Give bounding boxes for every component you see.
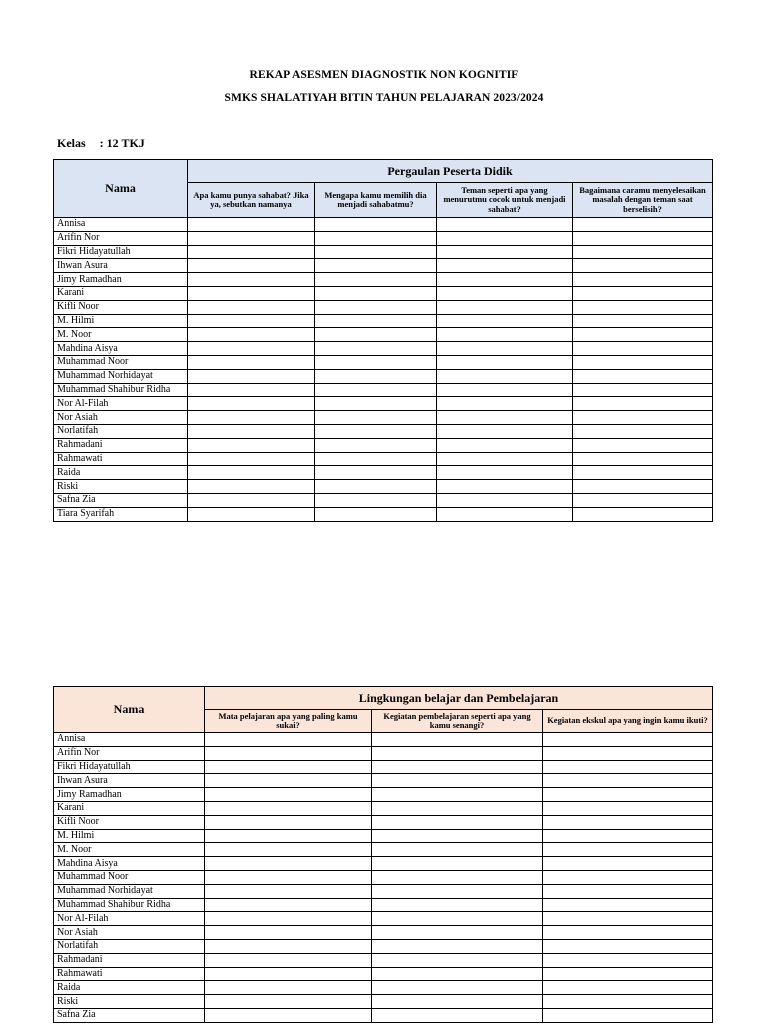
- answer-cell[interactable]: [315, 397, 437, 411]
- table-row: [54, 857, 713, 871]
- answer-cell[interactable]: [573, 493, 713, 507]
- answer-cell[interactable]: [543, 967, 713, 981]
- student-name: Nor Asiah: [54, 411, 188, 425]
- student-name: Karani: [54, 286, 188, 300]
- answer-cell[interactable]: [543, 898, 713, 912]
- answer-cell[interactable]: [315, 411, 437, 425]
- answer-cell[interactable]: [543, 857, 713, 871]
- table-row: [54, 1008, 713, 1022]
- answer-cell[interactable]: [372, 857, 543, 871]
- answer-cell[interactable]: [573, 355, 713, 369]
- answer-cell[interactable]: [573, 383, 713, 397]
- answer-cell[interactable]: [205, 884, 372, 898]
- table-row: [54, 912, 713, 926]
- answer-cell[interactable]: [205, 912, 372, 926]
- class-label: Kelas: [57, 136, 86, 150]
- answer-cell[interactable]: [437, 245, 573, 259]
- answer-cell[interactable]: [437, 314, 573, 328]
- answer-cell[interactable]: [437, 438, 573, 452]
- answer-cell[interactable]: [543, 746, 713, 760]
- answer-cell[interactable]: [315, 245, 437, 259]
- question-header: Kegiatan ekskul apa yang ingin kamu ikuti?: [543, 710, 713, 733]
- answer-cell[interactable]: [188, 300, 315, 314]
- answer-cell[interactable]: [372, 926, 543, 940]
- table-row: [54, 466, 713, 480]
- table-row: [54, 273, 713, 287]
- answer-cell[interactable]: [188, 383, 315, 397]
- answer-cell[interactable]: [315, 507, 437, 521]
- answer-cell[interactable]: [315, 231, 437, 245]
- answer-cell[interactable]: [437, 507, 573, 521]
- student-name: Arifin Nor: [54, 231, 188, 245]
- answer-cell[interactable]: [205, 746, 372, 760]
- student-name: M. Hilmi: [54, 829, 205, 843]
- student-name: Nor Al-Filah: [54, 912, 205, 926]
- answer-cell[interactable]: [188, 438, 315, 452]
- answer-cell[interactable]: [188, 452, 315, 466]
- student-name: Safna Zia: [54, 1008, 205, 1022]
- answer-cell[interactable]: [188, 355, 315, 369]
- answer-cell[interactable]: [437, 218, 573, 232]
- table-row: [54, 355, 713, 369]
- table-row: [54, 218, 713, 232]
- answer-cell[interactable]: [205, 939, 372, 953]
- answer-cell[interactable]: [543, 981, 713, 995]
- answer-cell[interactable]: [573, 328, 713, 342]
- answer-cell[interactable]: [372, 898, 543, 912]
- table-row: [54, 774, 713, 788]
- student-name: Arifin Nor: [54, 746, 205, 760]
- answer-cell[interactable]: [543, 884, 713, 898]
- answer-cell[interactable]: [315, 342, 437, 356]
- student-name: Rahmawati: [54, 452, 188, 466]
- answer-cell[interactable]: [205, 967, 372, 981]
- answer-cell[interactable]: [437, 231, 573, 245]
- student-name: Mahdina Aisya: [54, 342, 188, 356]
- answer-cell[interactable]: [315, 493, 437, 507]
- answer-cell[interactable]: [543, 1008, 713, 1022]
- student-name: Kifli Noor: [54, 815, 205, 829]
- answer-cell[interactable]: [315, 328, 437, 342]
- table-row: [54, 788, 713, 802]
- student-name: Ihwan Asura: [54, 774, 205, 788]
- answer-cell[interactable]: [573, 466, 713, 480]
- answer-cell[interactable]: [188, 493, 315, 507]
- answer-cell[interactable]: [188, 466, 315, 480]
- answer-cell[interactable]: [188, 328, 315, 342]
- answer-cell[interactable]: [573, 286, 713, 300]
- table-row: [54, 231, 713, 245]
- answer-cell[interactable]: [573, 342, 713, 356]
- answer-cell[interactable]: [188, 259, 315, 273]
- student-name: Riski: [54, 480, 188, 494]
- student-name: Kifli Noor: [54, 300, 188, 314]
- answer-cell[interactable]: [573, 480, 713, 494]
- table-row: [54, 898, 713, 912]
- table-row: [54, 953, 713, 967]
- name-column-header: Nama: [54, 687, 205, 733]
- answer-cell[interactable]: [205, 898, 372, 912]
- student-name: M. Hilmi: [54, 314, 188, 328]
- question-header: Mengapa kamu memilih dia menjadi sahabatmu?: [315, 183, 437, 218]
- table-row: [54, 286, 713, 300]
- group-header: Pergaulan Peserta Didik: [188, 160, 713, 183]
- answer-cell[interactable]: [573, 273, 713, 287]
- answer-cell[interactable]: [543, 815, 713, 829]
- table-row: [54, 967, 713, 981]
- student-name: Raida: [54, 981, 205, 995]
- answer-cell[interactable]: [372, 829, 543, 843]
- answer-cell[interactable]: [188, 286, 315, 300]
- answer-cell[interactable]: [573, 314, 713, 328]
- answer-cell[interactable]: [372, 912, 543, 926]
- student-name: Muhammad Shahibur Ridha: [54, 898, 205, 912]
- answer-cell[interactable]: [437, 355, 573, 369]
- answer-cell[interactable]: [372, 733, 543, 747]
- student-name: Raida: [54, 466, 188, 480]
- table-row: [54, 493, 713, 507]
- student-name: Annisa: [54, 733, 205, 747]
- answer-cell[interactable]: [372, 815, 543, 829]
- answer-cell[interactable]: [437, 480, 573, 494]
- answer-cell[interactable]: [315, 438, 437, 452]
- table-row: [54, 733, 713, 747]
- answer-cell[interactable]: [543, 843, 713, 857]
- table-row: [54, 328, 713, 342]
- student-name: Jimy Ramadhan: [54, 788, 205, 802]
- answer-cell[interactable]: [437, 273, 573, 287]
- table-row: [54, 300, 713, 314]
- student-name: Nor Asiah: [54, 926, 205, 940]
- answer-cell[interactable]: [188, 231, 315, 245]
- document-subtitle: SMKS SHALATIYAH BITIN TAHUN PELAJARAN 2023/2024: [224, 92, 544, 104]
- table-row: [54, 815, 713, 829]
- student-name: Rahmawati: [54, 967, 205, 981]
- answer-cell[interactable]: [437, 328, 573, 342]
- name-column-header: Nama: [54, 160, 188, 218]
- answer-cell[interactable]: [205, 815, 372, 829]
- table-row: [54, 995, 713, 1009]
- table-row: [54, 926, 713, 940]
- answer-cell[interactable]: [188, 273, 315, 287]
- student-name: Annisa: [54, 218, 188, 232]
- answer-cell[interactable]: [437, 286, 573, 300]
- student-name: Rahmadani: [54, 438, 188, 452]
- answer-cell[interactable]: [205, 995, 372, 1009]
- table-row: [54, 452, 713, 466]
- table-row: [54, 829, 713, 843]
- answer-cell[interactable]: [543, 788, 713, 802]
- question-header: Teman seperti apa yang menurutmu cocok untuk menjadi sahabat?: [437, 183, 573, 218]
- table-row: [54, 245, 713, 259]
- answer-cell[interactable]: [543, 912, 713, 926]
- answer-cell[interactable]: [205, 981, 372, 995]
- class-info: [57, 136, 145, 151]
- table-row: [54, 314, 713, 328]
- answer-cell[interactable]: [372, 981, 543, 995]
- class-value: : 12 TKJ: [99, 136, 145, 150]
- answer-cell[interactable]: [543, 953, 713, 967]
- answer-cell[interactable]: [372, 953, 543, 967]
- answer-cell[interactable]: [372, 774, 543, 788]
- student-name: Muhammad Norhidayat: [54, 884, 205, 898]
- answer-cell[interactable]: [437, 424, 573, 438]
- student-name: Muhammad Shahibur Ridha: [54, 383, 188, 397]
- answer-cell[interactable]: [188, 218, 315, 232]
- answer-cell[interactable]: [205, 774, 372, 788]
- answer-cell[interactable]: [205, 926, 372, 940]
- answer-cell[interactable]: [205, 953, 372, 967]
- answer-cell[interactable]: [573, 231, 713, 245]
- student-name: Safna Zia: [54, 493, 188, 507]
- answer-cell[interactable]: [573, 369, 713, 383]
- table-row: [54, 397, 713, 411]
- answer-cell[interactable]: [315, 424, 437, 438]
- answer-cell[interactable]: [543, 829, 713, 843]
- answer-cell[interactable]: [188, 507, 315, 521]
- answer-cell[interactable]: [543, 926, 713, 940]
- student-name: Fikri Hidayatullah: [54, 760, 205, 774]
- answer-cell[interactable]: [188, 480, 315, 494]
- answer-cell[interactable]: [543, 870, 713, 884]
- question-header: Mata pelajaran apa yang paling kamu sukai?: [205, 710, 372, 733]
- question-header: Kegiatan pembelajaran seperti apa yang kamu senangi?: [372, 710, 543, 733]
- answer-cell[interactable]: [188, 314, 315, 328]
- student-name: Karani: [54, 801, 205, 815]
- student-name: Norlatifah: [54, 424, 188, 438]
- answer-cell[interactable]: [315, 369, 437, 383]
- answer-cell[interactable]: [543, 939, 713, 953]
- group-header: Lingkungan belajar dan Pembelajaran: [205, 687, 713, 710]
- student-name: Mahdina Aisya: [54, 857, 205, 871]
- answer-cell[interactable]: [315, 218, 437, 232]
- student-name: Rahmadani: [54, 953, 205, 967]
- answer-cell[interactable]: [543, 995, 713, 1009]
- student-name: Muhammad Noor: [54, 870, 205, 884]
- answer-cell[interactable]: [188, 397, 315, 411]
- table-row: [54, 884, 713, 898]
- table-row: [54, 746, 713, 760]
- question-header: Bagaimana caramu menyelesaikan masalah dengan teman saat berselisih?: [573, 183, 713, 218]
- student-name: Riski: [54, 995, 205, 1009]
- answer-cell[interactable]: [372, 1008, 543, 1022]
- answer-cell[interactable]: [573, 507, 713, 521]
- answer-cell[interactable]: [372, 843, 543, 857]
- table-row: [54, 342, 713, 356]
- answer-cell[interactable]: [205, 788, 372, 802]
- table-row: [54, 801, 713, 815]
- answer-cell[interactable]: [573, 424, 713, 438]
- answer-cell[interactable]: [315, 286, 437, 300]
- answer-cell[interactable]: [573, 259, 713, 273]
- answer-cell[interactable]: [205, 843, 372, 857]
- table-row: [54, 939, 713, 953]
- answer-cell[interactable]: [205, 760, 372, 774]
- answer-cell[interactable]: [372, 788, 543, 802]
- answer-cell[interactable]: [573, 438, 713, 452]
- answer-cell[interactable]: [437, 300, 573, 314]
- answer-cell[interactable]: [205, 801, 372, 815]
- student-name: Muhammad Noor: [54, 355, 188, 369]
- answer-cell[interactable]: [573, 397, 713, 411]
- student-name: Ihwan Asura: [54, 259, 188, 273]
- table-row: [54, 843, 713, 857]
- answer-cell[interactable]: [315, 314, 437, 328]
- answer-cell[interactable]: [543, 774, 713, 788]
- answer-cell[interactable]: [205, 870, 372, 884]
- answer-cell[interactable]: [188, 369, 315, 383]
- table-row: [54, 507, 713, 521]
- answer-cell[interactable]: [372, 746, 543, 760]
- table-row: [54, 259, 713, 273]
- table-row: [54, 438, 713, 452]
- table-row: [54, 760, 713, 774]
- table-row: [54, 411, 713, 425]
- student-name: Tiara Syarifah: [54, 507, 188, 521]
- student-name: M. Noor: [54, 843, 205, 857]
- table-row: [54, 369, 713, 383]
- answer-cell[interactable]: [573, 245, 713, 259]
- answer-cell[interactable]: [188, 342, 315, 356]
- answer-cell[interactable]: [315, 383, 437, 397]
- answer-cell[interactable]: [543, 801, 713, 815]
- answer-cell[interactable]: [437, 493, 573, 507]
- answer-cell[interactable]: [573, 411, 713, 425]
- answer-cell[interactable]: [315, 355, 437, 369]
- answer-cell[interactable]: [437, 452, 573, 466]
- answer-cell[interactable]: [205, 857, 372, 871]
- answer-cell[interactable]: [437, 342, 573, 356]
- answer-cell[interactable]: [437, 369, 573, 383]
- answer-cell[interactable]: [372, 939, 543, 953]
- table-row: [54, 981, 713, 995]
- table-row: [54, 870, 713, 884]
- answer-cell[interactable]: [543, 760, 713, 774]
- answer-cell[interactable]: [543, 733, 713, 747]
- table-row: [54, 383, 713, 397]
- answer-cell[interactable]: [372, 801, 543, 815]
- student-name: Norlatifah: [54, 939, 205, 953]
- answer-cell[interactable]: [372, 884, 543, 898]
- answer-cell[interactable]: [437, 259, 573, 273]
- answer-cell[interactable]: [188, 424, 315, 438]
- answer-cell[interactable]: [205, 733, 372, 747]
- student-name: Nor Al-Filah: [54, 397, 188, 411]
- answer-cell[interactable]: [315, 480, 437, 494]
- answer-cell[interactable]: [188, 411, 315, 425]
- answer-cell[interactable]: [372, 995, 543, 1009]
- answer-cell[interactable]: [437, 411, 573, 425]
- answer-cell[interactable]: [372, 760, 543, 774]
- answer-cell[interactable]: [437, 397, 573, 411]
- document-title: REKAP ASESMEN DIAGNOSTIK NON KOGNITIF: [249, 69, 519, 81]
- answer-cell[interactable]: [573, 300, 713, 314]
- answer-cell[interactable]: [315, 273, 437, 287]
- question-header: Apa kamu punya sahabat? Jika ya, sebutkan namanya: [188, 183, 315, 218]
- answer-cell[interactable]: [315, 452, 437, 466]
- answer-cell[interactable]: [188, 245, 315, 259]
- student-name: Muhammad Norhidayat: [54, 369, 188, 383]
- answer-cell[interactable]: [372, 967, 543, 981]
- social-assessment-table: [53, 159, 713, 522]
- answer-cell[interactable]: [315, 466, 437, 480]
- learning-environment-table: [53, 686, 713, 1023]
- student-name: Fikri Hidayatullah: [54, 245, 188, 259]
- answer-cell[interactable]: [315, 259, 437, 273]
- answer-cell[interactable]: [372, 870, 543, 884]
- answer-cell[interactable]: [437, 466, 573, 480]
- table-row: [54, 480, 713, 494]
- answer-cell[interactable]: [573, 452, 713, 466]
- answer-cell[interactable]: [205, 1008, 372, 1022]
- table-row: [54, 424, 713, 438]
- student-name: Jimy Ramadhan: [54, 273, 188, 287]
- answer-cell[interactable]: [315, 300, 437, 314]
- student-name: M. Noor: [54, 328, 188, 342]
- answer-cell[interactable]: [205, 829, 372, 843]
- answer-cell[interactable]: [437, 383, 573, 397]
- answer-cell[interactable]: [573, 218, 713, 232]
